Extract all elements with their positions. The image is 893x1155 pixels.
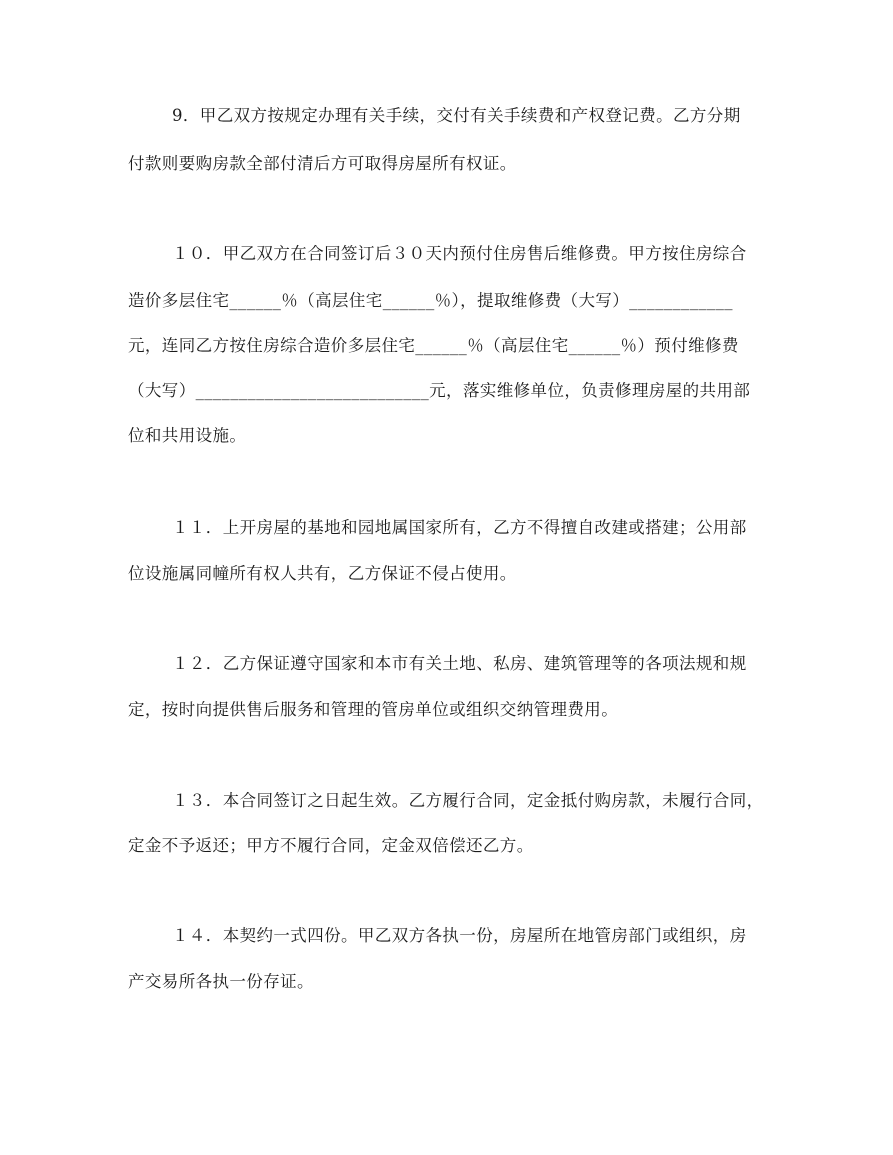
clause-14-line-1: １４．本契约一式四份。甲乙双方各执一份，房屋所在地管房部门或组织，房 [172,926,747,945]
clause-14-line-2: 产交易所各执一份存证。 [128,972,314,991]
clause-10-line-3: 元，连同乙方按住房综合造价多层住宅______％（高层住宅______％）预付维修费 [128,336,739,355]
clause-9-line-1: 9．甲乙双方按规定办理有关手续，交付有关手续费和产权登记费。乙方分期 [172,106,741,125]
clause-9-line-2: 付款则要购房款全部付清后方可取得房屋所有权证。 [128,154,517,173]
clause-11-line-2: 位设施属同幢所有权人共有，乙方保证不侵占使用。 [128,564,517,583]
clause-13-line-1: １３．本合同签订之日起生效。乙方履行合同，定金抵付购房款，未履行合同， [172,791,764,810]
clause-10-line-4: （大写）___________________________元，落实维修单位，负责修理房屋的共用部 [128,381,751,400]
clause-10-line-5: 位和共用设施。 [128,426,247,445]
clause-10-line-1: １０．甲乙双方在合同签订后３０天内预付住房售后维修费。甲方按住房综合 [172,244,747,263]
clause-13-line-2: 定金不予返还；甲方不履行合同，定金双倍偿还乙方。 [128,836,534,855]
clause-12-line-1: １２．乙方保证遵守国家和本市有关土地、私房、建筑管理等的各项法规和规 [172,654,747,673]
clause-10-line-2: 造价多层住宅______％（高层住宅______％），提取维修费（大写）____________ [128,291,733,310]
clause-12-line-2: 定，按时向提供售后服务和管理的管房单位或组织交纳管理费用。 [128,700,619,719]
clause-11-line-1: １１．上开房屋的基地和园地属国家所有，乙方不得擅自改建或搭建；公用部 [172,518,747,537]
